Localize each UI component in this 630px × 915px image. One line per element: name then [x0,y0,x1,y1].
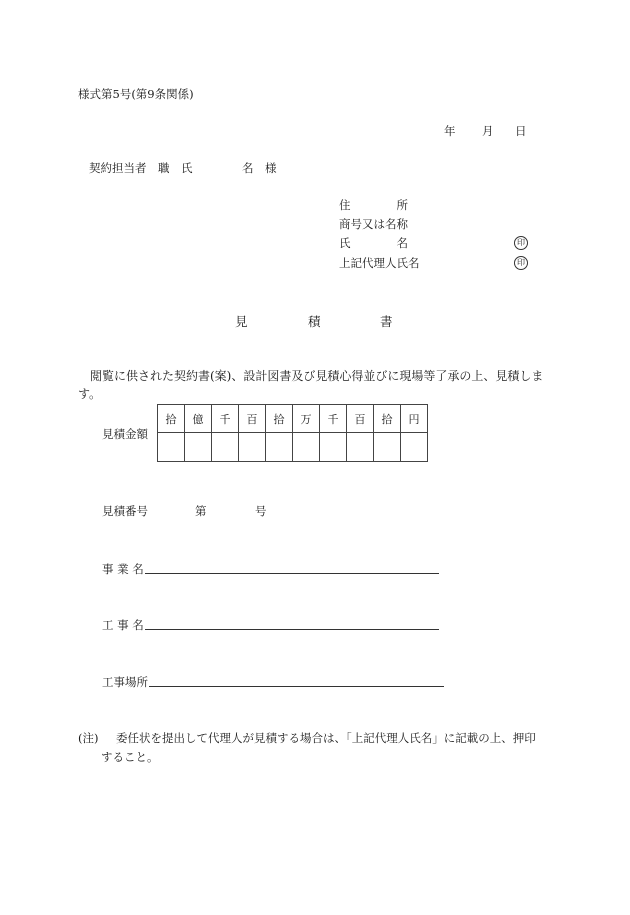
unit-cell: 拾 [158,405,185,433]
amount-input-cell[interactable] [347,433,374,462]
amount-input-cell[interactable] [212,433,239,462]
unit-cell: 円 [401,405,428,433]
work-name-label: 工 事 名 [102,618,144,632]
work-name-line[interactable] [145,629,439,630]
title-char: 見 [235,314,248,329]
work-location-label: 工事場所 [102,675,148,689]
unit-cell: 万 [293,405,320,433]
body-text-line: 閲覧に供された契約書(案)、設計図書及び見積心得並びに現場等了承の上、見積しま [78,369,544,383]
amount-table [157,404,428,462]
unit-cell: 拾 [266,405,293,433]
amount-input-cell[interactable] [158,433,185,462]
body-text-line: す。 [78,387,102,401]
note-line: すること。 [101,750,159,764]
seal-mark: 印 [514,256,528,270]
project-name-label: 事 業 名 [102,562,144,576]
estimate-number-suffix: 号 [255,504,267,518]
amount-input-cell[interactable] [374,433,401,462]
addressee-suffix: 様 [265,161,277,175]
form-number: 様式第5号(第9条関係) [78,87,194,101]
applicant-trade-name-label: 商号又は名称 [339,217,408,231]
applicant-name-label: 氏 名 [339,236,408,250]
amount-value-row [158,433,428,462]
amount-input-cell[interactable] [239,433,266,462]
addressee-title: 契約担当者 職 氏 [89,161,193,175]
work-location-line[interactable] [149,686,444,687]
amount-input-cell[interactable] [266,433,293,462]
body-paragraph [78,367,550,403]
unit-cell: 拾 [374,405,401,433]
amount-input-cell[interactable] [320,433,347,462]
note-marker: (注) [78,731,99,745]
amount-unit-row [158,405,428,433]
applicant-agent-label: 上記代理人氏名 [339,256,420,270]
title-char: 書 [380,314,393,329]
addressee-name-label: 名 [242,161,254,175]
applicant-address-label: 住 所 [339,198,408,212]
unit-cell: 百 [347,405,374,433]
amount-input-cell[interactable] [185,433,212,462]
date-year: 年 [444,124,456,138]
title-char: 積 [308,314,321,329]
project-name-line[interactable] [145,573,439,574]
amount-input-cell[interactable] [401,433,428,462]
amount-label: 見積金額 [102,427,148,441]
amount-input-cell[interactable] [293,433,320,462]
unit-cell: 百 [239,405,266,433]
date-month: 月 [482,124,494,138]
seal-mark: 印 [514,236,528,250]
unit-cell: 千 [320,405,347,433]
unit-cell: 億 [185,405,212,433]
estimate-number-prefix: 第 [195,504,207,518]
estimate-number-label: 見積番号 [102,504,148,518]
unit-cell: 千 [212,405,239,433]
date-day: 日 [515,124,527,138]
note-line: 委任状を提出して代理人が見積する場合は、「上記代理人氏名」に記載の上、押印 [116,731,536,745]
